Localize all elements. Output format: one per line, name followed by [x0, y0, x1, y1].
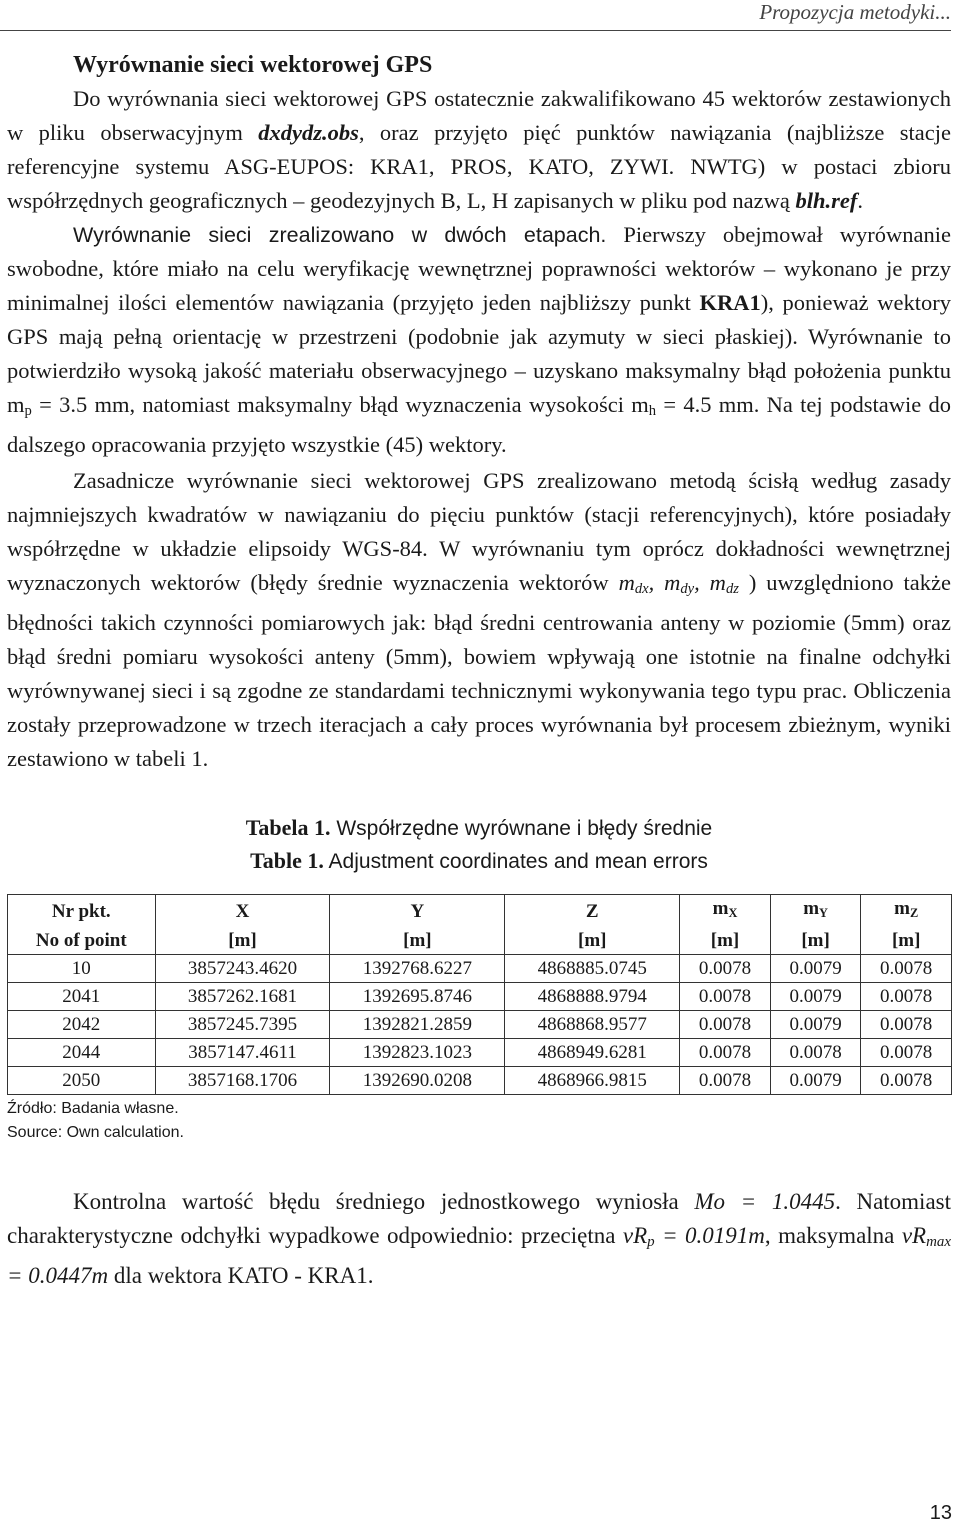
table-cell: 2044 — [8, 1039, 156, 1067]
sub-p: p — [24, 403, 32, 419]
table-cell: 2041 — [8, 983, 156, 1011]
table-cell: 3857243.4620 — [155, 955, 330, 983]
th-nr: Nr pkt. — [8, 895, 156, 928]
table-cell: 0.0079 — [770, 1011, 861, 1039]
table-cell: 10 — [8, 955, 156, 983]
p3-text-b: ) uwzględniono także błędności takich czynności pomiarowych jak: błąd średni centrowania anteny w poziomie (5mm) oraz błąd średni pomiaru wysokości anteny (5mm), bowiem wpływają one istotnie na finalne odchyłki wyrównywanej sieci i są zgodne ze standardami technicznymi wykonywania tego typu prac. Obliczenia zostały przeprowadzone w trzech iteracjach a cały proces wyrównania był procesem zbieżnym, wyniki zestawiono w tabeli 1. — [7, 570, 952, 771]
table-cell: 1392768.6227 — [330, 955, 505, 983]
sub-dx: dx — [634, 581, 649, 597]
table-cell: 0.0078 — [680, 1039, 771, 1067]
table-cell: 1392695.8746 — [330, 983, 505, 1011]
table-cell: 3857147.4611 — [155, 1039, 330, 1067]
table-cell: 0.0078 — [680, 955, 771, 983]
file-name-obs: dxdydz.obs — [258, 120, 359, 145]
source-pl: Źródło: Badania własne. — [7, 1100, 179, 1117]
caption-pl-label: Tabela 1. — [245, 815, 331, 840]
p1-text-c: . — [857, 188, 863, 213]
table-cell: 0.0079 — [770, 955, 861, 983]
m1: m — [618, 570, 635, 595]
p4-text-b: . Natomiast charakterystyczne odchyłki wypadkowe odpowiednio: przeciętna — [7, 1189, 951, 1248]
caption-en-text: Adjustment coordinates and mean errors — [323, 850, 708, 873]
table-header-row-1 — [8, 895, 952, 928]
paragraph-1 — [7, 82, 951, 218]
paragraph-4 — [7, 1185, 951, 1293]
paragraph-2 — [7, 218, 951, 462]
p2-text-b: Pierwszy obejmował wyrównanie swobodne, które miało na celu weryfikację wewnętrznej poprawności wektorów – wykonano je przy minimalnej ilości elementów nawiązania (przyjęto jeden najbliższy punkt — [7, 222, 951, 315]
table-cell: 4868888.9794 — [505, 983, 680, 1011]
table-cell: 0.0078 — [861, 983, 952, 1011]
p2-text-d: = 3.5 mm, natomiast maksymalny błąd wyznaczenia wysokości m — [31, 392, 649, 417]
th-unit-mx: [m] — [680, 927, 771, 955]
th-mz: $m_Z$ — [861, 895, 952, 928]
p2-text-c: ), ponieważ wektory GPS mają pełną orientację w przestrzeni (podobnie jak azymuty w sieci płaskiej). Wyrównanie to potwierdziło wysoką jakość materiału obserwacyjnego – uzyskano maksymalny błąd położenia punktu m — [7, 290, 952, 417]
table-cell: 4868868.9577 — [505, 1011, 680, 1039]
table-row — [8, 1067, 952, 1095]
vr-max: $vR_{max} = 0.0447m$ — [7, 1223, 951, 1288]
table-cell: 2050 — [8, 1067, 156, 1095]
table-cell: 3857262.1681 — [155, 983, 330, 1011]
caption-en-label: Table 1. — [250, 848, 324, 873]
table-cell: 2042 — [8, 1011, 156, 1039]
coordinates-table — [7, 894, 952, 1095]
table-header-row-2 — [8, 927, 952, 955]
table-cell: 0.0078 — [861, 1067, 952, 1095]
th-mx: $m_X$ — [680, 895, 771, 928]
caption-pl-text: Współrzędne wyrównane i błędy średnie — [330, 817, 713, 840]
caption-en — [7, 845, 951, 878]
th-unit-my: [m] — [770, 927, 861, 955]
page-number: 13 — [929, 1502, 952, 1524]
mo-value: Mo = 1.0445 — [694, 1189, 836, 1214]
table-cell: 4868949.6281 — [505, 1039, 680, 1067]
table-cell: 3857168.1706 — [155, 1067, 330, 1095]
p4-text-a: Kontrolna wartość błędu średniego jednostkowego wyniosła — [73, 1189, 695, 1214]
table-cell: 0.0078 — [861, 1039, 952, 1067]
caption-pl — [7, 812, 951, 845]
page-content — [7, 48, 951, 1293]
section-title: Wyrównanie sieci wektorowej GPS — [73, 52, 433, 78]
table-row — [8, 955, 952, 983]
table-cell: 0.0079 — [770, 1067, 861, 1095]
p2-text-a: Wyrównanie sieci zrealizowano w dwóch etapach. — [73, 223, 607, 247]
p4-text-d: , maksymalna — [764, 1223, 902, 1248]
table-cell: 0.0079 — [770, 983, 861, 1011]
vr-average: $vR_p = 0.0191m$ — [622, 1223, 765, 1250]
p4-text-f: dla wektora KATO - KRA1. — [108, 1263, 374, 1288]
th-no-of-point: No of point — [8, 927, 156, 955]
m2: , m — [648, 570, 681, 595]
table-cell: 4868966.9815 — [505, 1067, 680, 1095]
table-cell: 4868885.0745 — [505, 955, 680, 983]
table-cell: 3857245.7395 — [155, 1011, 330, 1039]
table-body — [8, 955, 952, 1095]
running-title: Propozycja metodyki... — [759, 0, 951, 24]
p3-text-a: Zasadnicze wyrównanie sieci wektorowej GPS zrealizowano metodą ścisłą według zasady najmniejszych kwadratów w nawiązaniu do pięciu punktów (stacji referencyjnych), które posiadały współrzędne w układzie elipsoidy WGS-84. W wyrównaniu tym oprócz dokładności wewnętrznej wyznaczonych wektorów (błędy średnie wyznaczenia wektorów — [7, 468, 951, 595]
table-cell: 1392821.2859 — [330, 1011, 505, 1039]
p2-text-e: = 4.5 mm. Na tej podstawie do dalszego opracowania przyjęto wszystkie (45) wektory. — [7, 392, 951, 457]
th-unit-y: [m] — [330, 927, 505, 955]
running-header — [0, 0, 951, 31]
p1-text-b: , oraz przyjęto pięć punktów nawiązania (najbliższe stacje referencyjne systemu ASG-EUPOS: KRA1, PROS, KATO, ZYWI. NWTG) w postaci zbioru współrzędnych geograficznych – geodezyjnych B, L, H zapisanych w pliku pod nazwą — [7, 120, 951, 213]
th-unit-x: [m] — [155, 927, 330, 955]
table-cell: 0.0078 — [861, 1011, 952, 1039]
th-unit-z: [m] — [505, 927, 680, 955]
th-my: $m_Y$ — [770, 895, 861, 928]
table-cell: 0.0078 — [680, 1011, 771, 1039]
th-z: Z — [505, 895, 680, 928]
sub-dz: dz — [725, 581, 739, 597]
source-en: Source: Own calculation. — [7, 1124, 184, 1141]
table-caption — [7, 812, 951, 878]
file-name-ref: blh.ref — [795, 188, 858, 213]
table-cell: 0.0078 — [680, 1067, 771, 1095]
p1-text-a: Do wyrównania sieci wektorowej GPS ostatecznie zakwalifikowano 45 wektorów zestawionych w pliku obserwacyjnym — [7, 86, 951, 145]
point-kra1: KRA1 — [699, 290, 761, 315]
sub-dy: dy — [680, 581, 695, 597]
th-unit-mz: [m] — [861, 927, 952, 955]
m3: , m — [694, 570, 726, 595]
table-cell: 1392690.0208 — [330, 1067, 505, 1095]
th-y: Y — [330, 895, 505, 928]
table-row — [8, 1039, 952, 1067]
table-row — [8, 1011, 952, 1039]
sub-h: h — [648, 403, 657, 419]
table-cell: 1392823.1023 — [330, 1039, 505, 1067]
paragraph-3 — [7, 464, 951, 776]
table-cell: 0.0078 — [861, 955, 952, 983]
th-x: X — [155, 895, 330, 928]
table-cell: 0.0078 — [770, 1039, 861, 1067]
table-cell: 0.0078 — [680, 983, 771, 1011]
table-row — [8, 983, 952, 1011]
